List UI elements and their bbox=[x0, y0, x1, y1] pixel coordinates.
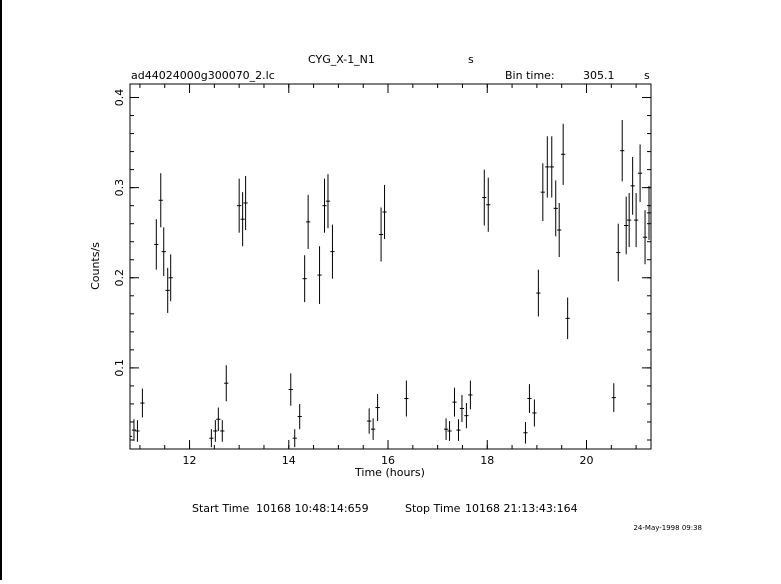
data-point bbox=[523, 422, 527, 444]
data-point bbox=[224, 365, 228, 401]
data-point bbox=[616, 224, 620, 282]
file-name: ad44024000g300070_2.lc bbox=[131, 69, 275, 82]
data-point bbox=[566, 298, 570, 339]
data-point bbox=[634, 193, 638, 247]
data-point bbox=[135, 420, 139, 442]
data-point bbox=[643, 210, 647, 264]
data-point bbox=[130, 426, 132, 448]
data-point bbox=[140, 389, 144, 418]
data-point bbox=[169, 254, 173, 301]
data-point bbox=[550, 136, 554, 197]
data-point bbox=[468, 381, 472, 410]
plot-frame bbox=[130, 84, 651, 449]
data-point bbox=[244, 176, 248, 230]
y-tick-label: 0.3 bbox=[113, 178, 126, 197]
data-point bbox=[159, 173, 163, 227]
x-tick-label: 12 bbox=[182, 454, 197, 467]
y-tick-label: 0.4 bbox=[113, 88, 126, 107]
data-point bbox=[241, 192, 245, 246]
data-point bbox=[162, 227, 166, 276]
y-axis-label: Counts/s bbox=[89, 242, 102, 290]
data-point bbox=[166, 268, 170, 313]
axes-ticks bbox=[113, 84, 651, 467]
data-point bbox=[444, 418, 448, 440]
data-point bbox=[631, 157, 635, 215]
data-point bbox=[536, 270, 540, 317]
data-point bbox=[541, 163, 545, 221]
data-point bbox=[322, 179, 326, 233]
data-point bbox=[326, 174, 330, 228]
y-tick-label: 0.2 bbox=[113, 269, 126, 287]
y-tick-label: 0.1 bbox=[113, 359, 126, 377]
data-point bbox=[545, 136, 549, 197]
data-point bbox=[456, 419, 460, 441]
window-edge bbox=[0, 0, 2, 580]
data-point bbox=[379, 207, 383, 261]
stop-time-value: 10168 21:13:43:164 bbox=[465, 502, 578, 515]
data-point bbox=[382, 185, 386, 239]
x-axis-label: Time (hours) bbox=[355, 466, 425, 479]
data-point bbox=[532, 399, 536, 426]
data-point bbox=[612, 383, 616, 412]
data-point bbox=[209, 429, 213, 447]
data-point bbox=[306, 195, 310, 249]
title-unit: s bbox=[468, 53, 474, 66]
data-points bbox=[130, 120, 651, 447]
x-tick-label: 18 bbox=[480, 454, 495, 467]
start-time-label: Start Time bbox=[192, 502, 250, 515]
data-point bbox=[298, 404, 302, 429]
bin-time-unit: s bbox=[644, 69, 650, 82]
data-point bbox=[460, 395, 464, 422]
timestamp: 24-May-1998 09:38 bbox=[633, 524, 702, 532]
data-point bbox=[554, 180, 558, 236]
x-tick-label: 20 bbox=[579, 454, 594, 467]
data-point bbox=[452, 388, 456, 417]
data-point bbox=[486, 178, 490, 232]
bin-time-value: 305.1 bbox=[583, 69, 615, 82]
data-point bbox=[154, 219, 158, 269]
data-point bbox=[371, 418, 375, 440]
data-point bbox=[289, 373, 293, 405]
data-point bbox=[237, 179, 241, 233]
data-point bbox=[367, 408, 371, 433]
data-point bbox=[647, 186, 651, 240]
data-point bbox=[624, 197, 628, 255]
chart-title: CYG_X-1_N1 bbox=[308, 53, 375, 66]
data-point bbox=[557, 203, 561, 257]
data-point bbox=[213, 420, 217, 442]
x-tick-label: 14 bbox=[281, 454, 296, 467]
data-point bbox=[132, 419, 136, 441]
data-point bbox=[627, 193, 631, 247]
data-point bbox=[293, 429, 297, 447]
data-point bbox=[317, 246, 321, 304]
x-tick-label: 16 bbox=[381, 454, 396, 467]
data-point bbox=[527, 384, 531, 413]
data-point bbox=[330, 225, 334, 279]
data-point bbox=[220, 420, 224, 442]
data-point bbox=[620, 120, 624, 181]
data-point bbox=[303, 255, 307, 302]
data-point bbox=[482, 170, 486, 226]
bin-time-label: Bin time: bbox=[505, 69, 555, 82]
data-point bbox=[561, 124, 565, 185]
data-point bbox=[375, 394, 379, 421]
data-point bbox=[404, 381, 408, 417]
data-point bbox=[464, 403, 468, 428]
data-point bbox=[216, 408, 220, 431]
data-point bbox=[638, 144, 642, 202]
start-time-value: 10168 10:48:14:659 bbox=[256, 502, 369, 515]
stop-time-label: Stop Time bbox=[405, 502, 461, 515]
data-point bbox=[447, 421, 451, 441]
